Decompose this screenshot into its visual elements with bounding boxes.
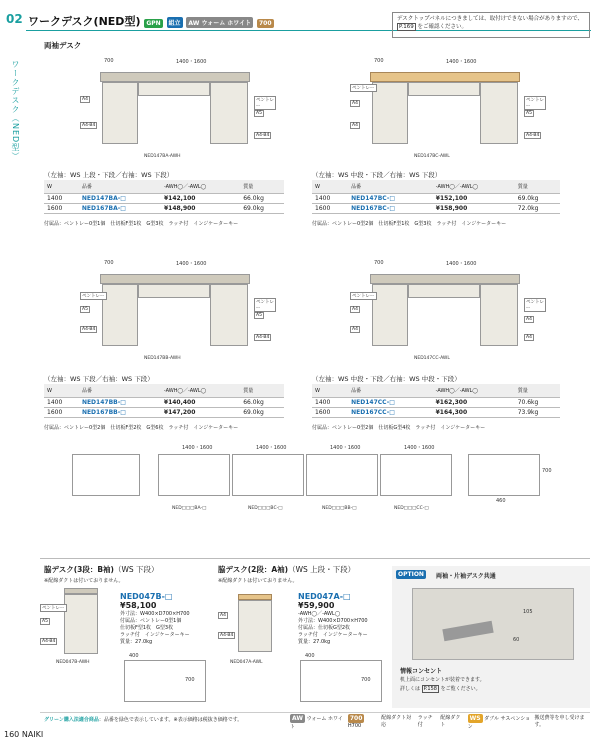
spec-table-1: W 品番 -AWH◯／-AWL◯ 質量 1400 NED147BA-□ ¥142,100 66.0kg 1600 NED167BA-□ ¥148,900 69.0kg — [44, 180, 284, 214]
double-desk-heading: 両袖デスク — [44, 41, 82, 50]
gpn-badge: GPN — [146, 20, 161, 27]
assembly-badge: 組立 — [167, 17, 183, 28]
desk-illustration-4: 700 1400・1600 ペントレー A4 A4 ペントレー A4 A4 NED147CC-AWL — [352, 260, 544, 361]
config-4: （左袖：WS 中段・下段／右袖：WS 中段・下段） — [312, 375, 461, 383]
footer-green-note: グリーン購入法適合商品：品番を緑色で表示しています。※表示価格は税抜き価格です。 — [44, 717, 243, 723]
plan-views: 1400・1600 1400・1600 1400・1600 1400・1600 700 460 NED□□□BA-□ NED□□□BC-□ NED□□□BB-□ NED□□□CC-□ — [72, 440, 592, 510]
side-desk-3-spec: NED047B-□ ¥58,100 外寸法：W400×D700×H700 付属品：ペントレー0型1個 仕切板F型1枚 G型3枚 ラッチ付 インジケーターキー 質量：27.0kg — [120, 592, 190, 645]
height-badge: 700 — [258, 20, 272, 27]
config-2: （左袖：WS 中段・下段／右袖：WS 下段） — [312, 171, 442, 179]
option-box: OPTION 両袖・片袖デスク共通 105 60 情報コンセント 机上面にコンセントが装着できます。 詳しくは P.158 をご覧ください。 — [392, 566, 590, 708]
side-desk-2-heading: 脇デスク(2段：A袖)（WS 上段・下段） — [218, 565, 356, 574]
side-desk-3-heading: 脇デスク(3段：B袖)（WS 下段） — [44, 565, 159, 574]
outlet-ref[interactable]: P.158 — [423, 686, 437, 692]
spec-table-4: W 品番 -AWH◯／-AWL◯ 質量 1400 NED147CC-□ ¥162,300 70.6kg 1600 NED167CC-□ ¥164,300 73.9kg — [312, 384, 560, 418]
config-3: （左袖：WS 下段／右袖：WS 下段） — [44, 375, 154, 383]
config-1: （左袖：WS 上段・下段／右袖：WS 下段） — [44, 171, 174, 179]
page-footer: 160 NAIKI — [4, 730, 44, 739]
desk-illustration-2: 700 1400・1600 ペントレー A4 A4 ペントレー A5 A4-B4 NED147BC-AWL — [352, 58, 544, 159]
section-number: 02 — [6, 12, 23, 26]
notice-ref[interactable]: P.169 — [399, 24, 414, 30]
spec-table-2: W 品番 -AWH◯／-AWL◯ 質量 1400 NED147BC-□ ¥152,100 69.0kg 1600 NED167BC-□ ¥158,900 72.0kg — [312, 180, 560, 214]
warm-white-badge: AW ウォーム ホワイト — [186, 17, 253, 28]
outlet-illustration: 105 60 — [412, 588, 574, 660]
side-desk-2-plan: 400 700 — [300, 660, 382, 702]
side-desk-3-illustration: ペントレー A5 A4-B4 NED047B-AWH — [40, 588, 106, 668]
footer-legend: AW ウォーム ホワイト 700 H700 配線ダクト対応 ラッチ付 配線ダクト WS ダブル サスペンション 搬送費等を申し受けます。 — [290, 715, 585, 730]
option-badge: OPTION — [398, 571, 424, 578]
page-title: ワークデスク(NED型) GPN 組立 AW ウォーム ホワイト 700 — [28, 15, 272, 28]
side-desk-2-illustration: A4 A4-B4 NED047A-AWL — [218, 588, 284, 668]
desk-illustration-3: 700 1400・1600 ペントレー A5 A4-B4 ペントレー A5 A4-B4 NED147BB-AWH — [82, 260, 274, 361]
sidebar-title: ワークデスク（NED型） — [11, 60, 20, 162]
spec-table-3: W 品番 -AWH◯／-AWL◯ 質量 1400 NED147BB-□ ¥140,400 66.0kg 1600 NED167BB-□ ¥147,200 69.0kg — [44, 384, 284, 418]
notice-box: デスクトップパネルにつきましては、取付けできない場合がありますので、 P.169 をご確認ください。 — [392, 12, 590, 38]
side-desk-2-spec: NED047A-□ ¥59,900 -AWH◯／-AWL◯ 外寸法：W400×D700×H700 付属品：仕切板G型2枚 ラッチ付 インジケーターキー 質量：27.0kg — [298, 592, 368, 645]
desk-illustration-1: 700 1400・1600 A4 A4-B4 ペントレー A5 A4-B4 NED147BA-AWH — [82, 58, 274, 159]
side-desk-3-plan: 400 700 — [124, 660, 206, 702]
